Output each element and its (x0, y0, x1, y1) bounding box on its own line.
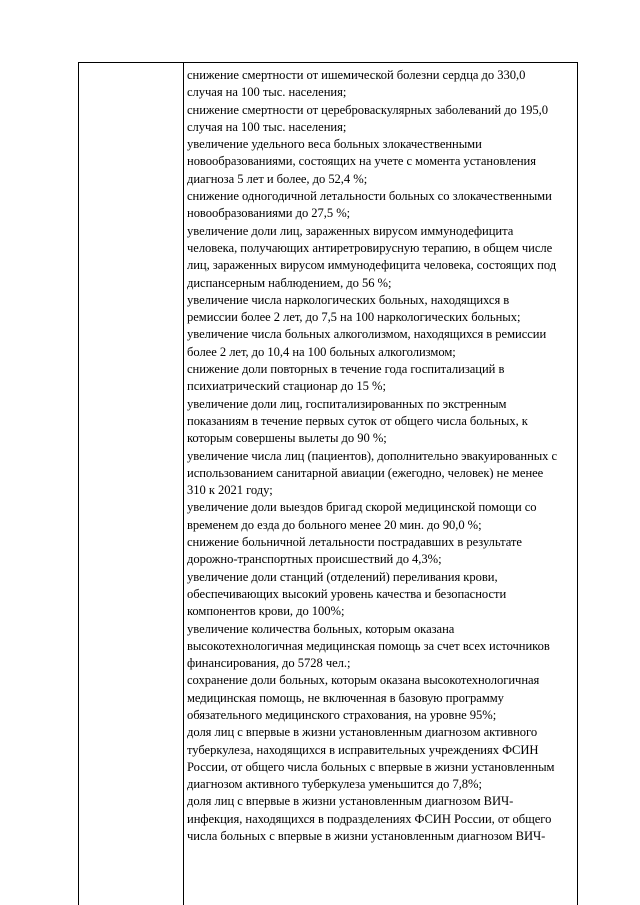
text-line: доля лиц с впервые в жизни установленным диагнозом ВИЧ- (187, 794, 514, 809)
text-line: снижение одногодичной летальности больных со злокачественными (187, 189, 552, 204)
text-line: увеличение доли лиц, зараженных вирусом иммунодефицита (187, 223, 514, 238)
table-column-divider (183, 62, 184, 905)
text-line: диагноза 5 лет и более, до 52,4 %; (187, 171, 368, 186)
text-line: дорожно-транспортных происшествий до 4,3%; (187, 552, 442, 567)
text-line: инфекция, находящихся в подразделениях ФСИН России, от общего (187, 811, 552, 826)
text-line: лиц, зараженных вирусом иммунодефицита человека, состоящих под (187, 258, 557, 273)
table-top-border (78, 62, 578, 63)
text-line: увеличение числа больных алкоголизмом, находящихся в ремиссии (187, 327, 547, 342)
text-line: человека, получающих антиретровирусную терапию, в общем числе (187, 240, 553, 255)
text-line: медицинская помощь, не включенная в базовую программу (187, 690, 504, 705)
text-line: новообразованиями до 27,5 %; (187, 206, 351, 221)
text-line: снижение смертности от ишемической болезни сердца до 330,0 (187, 68, 526, 82)
text-line: 310 к 2021 году; (187, 483, 273, 498)
table-right-border (577, 62, 578, 905)
text-line: увеличение доли лиц, госпитализированных по экстренным (187, 396, 507, 411)
text-line: увеличение количества больных, которым оказана (187, 621, 455, 636)
text-line: доля лиц с впервые в жизни установленным диагнозом активного (187, 725, 538, 740)
text-line: числа больных с впервые в жизни установленным диагнозом ВИЧ- (187, 829, 546, 844)
text-line: увеличение числа наркологических больных, находящихся в (187, 292, 510, 307)
table-left-border (78, 62, 79, 905)
text-line: снижение больничной летальности пострадавших в результате (187, 535, 522, 550)
text-line: компонентов крови, до 100%; (187, 604, 345, 619)
text-line: диспансерным наблюдением, до 56 %; (187, 275, 392, 290)
text-line: сохранение доли больных, которым оказана высокотехнологичная (187, 673, 540, 688)
text-line: использованием санитарной авиации (ежегодно, человек) не менее (187, 465, 544, 480)
text-line: случая на 100 тыс. населения; (187, 119, 347, 134)
text-line: увеличение доли выездов бригад скорой медицинской помощи со (187, 500, 537, 515)
text-line: ремиссии более 2 лет, до 7,5 на 100 наркологических больных; (187, 310, 521, 325)
text-line: снижение смертности от цереброваскулярных заболеваний до 195,0 (187, 102, 548, 117)
table-cell-text (187, 67, 575, 845)
text-line: туберкулеза, находящихся в исправительных учреждениях ФСИН (187, 742, 539, 757)
text-line: показаниям в течение первых суток от общего числа больных, к (187, 413, 528, 428)
text-line: увеличение удельного веса больных злокачественными (187, 137, 482, 152)
text-line: увеличение числа лиц (пациентов), дополнительно эвакуированных с (187, 448, 558, 463)
text-line: обеспечивающих высокий уровень качества и безопасности (187, 586, 507, 601)
text-line: диагнозом активного туберкулеза уменьшится до 7,8%; (187, 777, 482, 792)
text-line: высокотехнологичная медицинская помощь за счет всех источников (187, 638, 550, 653)
text-line: России, от общего числа больных с впервые в жизни установленным (187, 759, 555, 774)
text-line: снижение доли повторных в течение года госпитализаций в (187, 362, 505, 377)
text-line: новообразованиями, состоящих на учете с момента установления (187, 154, 536, 169)
text-line: которым совершены вылеты до 90 %; (187, 431, 387, 446)
text-line: психиатрический стационар до 15 %; (187, 379, 386, 394)
text-line: более 2 лет, до 10,4 на 100 больных алкоголизмом; (187, 344, 456, 359)
text-line: увеличение доли станций (отделений) переливания крови, (187, 569, 498, 584)
text-line: случая на 100 тыс. населения; (187, 85, 347, 100)
text-line: временем до езда до больного менее 20 мин. до 90,0 %; (187, 517, 482, 532)
text-line: финансирования, до 5728 чел.; (187, 656, 351, 671)
text-line: обязательного медицинского страхования, на уровне 95%; (187, 707, 497, 722)
